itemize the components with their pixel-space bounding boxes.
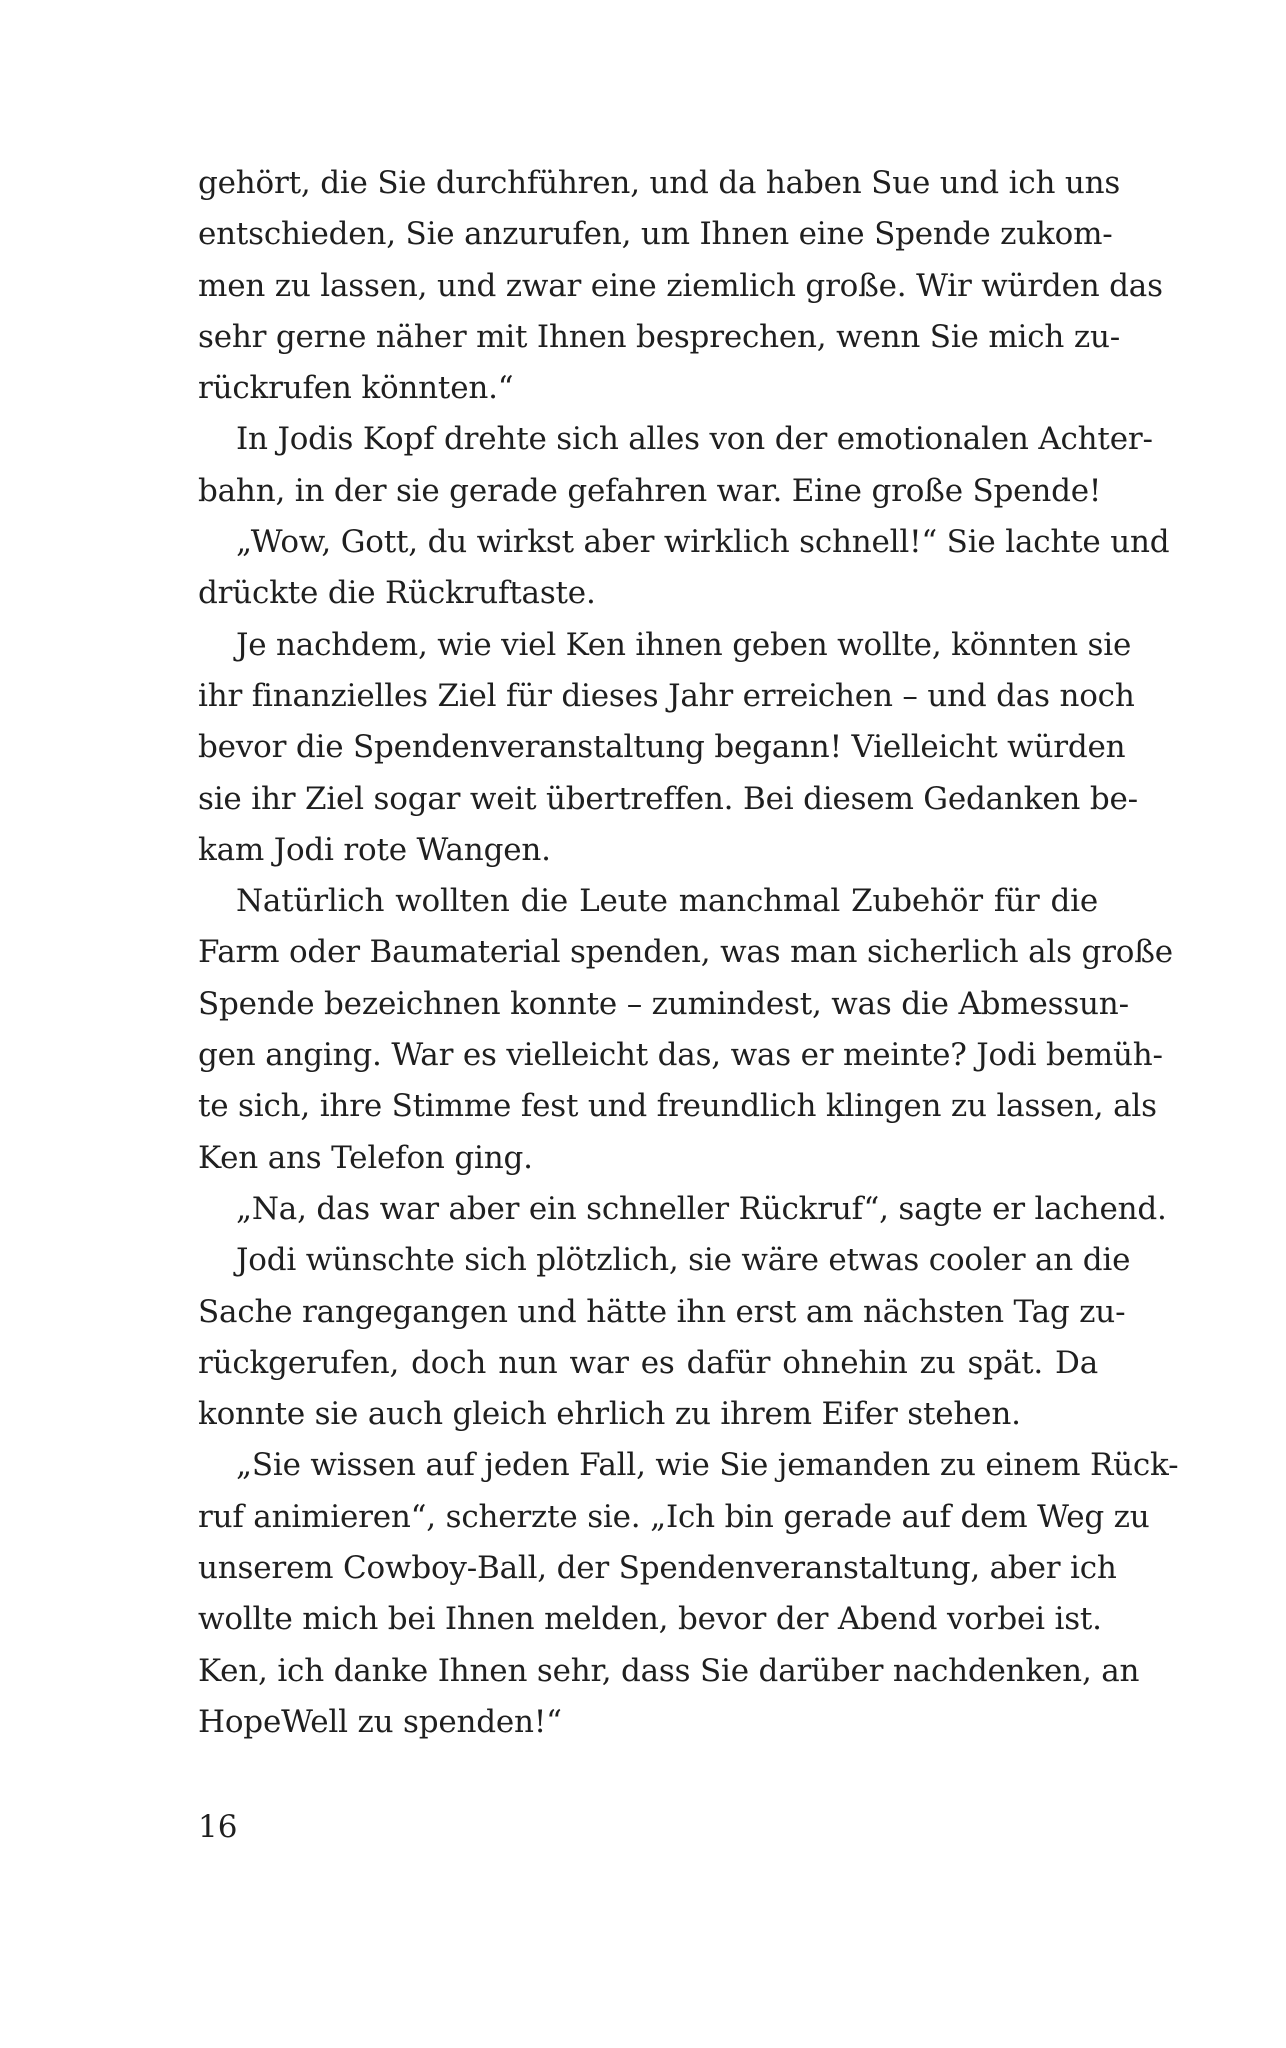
text-line: „Na, das war aber ein schneller Rückruf“, sagte er lachend. [236,1190,1167,1227]
text-line: Farm oder Baumaterial spenden, was man sicherlich als große [198,934,1173,971]
text-line: „Wow, Gott, du wirkst aber wirklich schnell!“ Sie lachte und [236,524,1170,561]
text-line: gen anging. War es vielleicht das, was er meinte? Jodi bemüh- [198,1037,1163,1074]
text-line: In Jodis Kopf drehte sich alles von der emotionalen Achter- [236,421,1153,458]
text-line: bevor die Spendenveranstaltung begann! Vielleicht würden [198,729,1126,766]
text-line: Natürlich wollten die Leute manchmal Zubehör für die [236,883,1098,920]
text-line: rückgerufen, doch nun war es dafür ohnehin zu spät. Da [198,1344,1098,1381]
text-line: sehr gerne näher mit Ihnen besprechen, wenn Sie mich zu- [198,318,1120,355]
text-line: bahn, in der sie gerade gefahren war. Eine große Spende! [198,472,1102,509]
text-line: Ken ans Telefon ging. [198,1139,533,1176]
page-number: 16 [198,1809,238,1845]
text-line: ihr finanzielles Ziel für dieses Jahr erreichen – und das noch [198,677,1135,714]
text-line: wollte mich bei Ihnen melden, bevor der Abend vorbei ist. [198,1601,1102,1638]
text-line: Spende bezeichnen konnte – zumindest, was die Abmessun- [198,985,1129,1022]
text-line: te sich, ihre Stimme fest und freundlich klingen zu lassen, als [198,1088,1157,1125]
text-line: entschieden, Sie anzurufen, um Ihnen eine Spende zukom- [198,216,1113,253]
text-line: drückte die Rückruftaste. [198,575,596,612]
body-text [198,158,1179,1748]
text-line: Sache rangegangen und hätte ihn erst am nächsten Tag zu- [198,1293,1126,1330]
text-line: konnte sie auch gleich ehrlich zu ihrem Eifer stehen. [198,1396,1021,1433]
text-line: men zu lassen, und zwar eine ziemlich große. Wir würden das [198,267,1163,304]
text-line: ruf animieren“, scherzte sie. „Ich bin gerade auf dem Weg zu [198,1498,1150,1535]
text-line: „Sie wissen auf jeden Fall, wie Sie jemanden zu einem Rück- [236,1447,1179,1484]
text-line: unserem Cowboy-Ball, der Spendenveranstaltung, aber ich [198,1550,1117,1587]
text-line: rückrufen könnten.“ [198,370,514,407]
text-line: gehört, die Sie durchführen, und da haben Sue und ich uns [198,165,1121,201]
text-line: HopeWell zu spenden!“ [198,1703,562,1740]
text-line: Ken, ich danke Ihnen sehr, dass Sie darüber nachdenken, an [198,1652,1140,1689]
text-line: Jodi wünschte sich plötzlich, sie wäre etwas cooler an die [236,1242,1131,1279]
text-line: Je nachdem, wie viel Ken ihnen geben wollte, könnten sie [236,626,1132,663]
text-line: sie ihr Ziel sogar weit übertreffen. Bei diesem Gedanken be- [198,780,1138,817]
text-line: kam Jodi rote Wangen. [198,831,551,868]
